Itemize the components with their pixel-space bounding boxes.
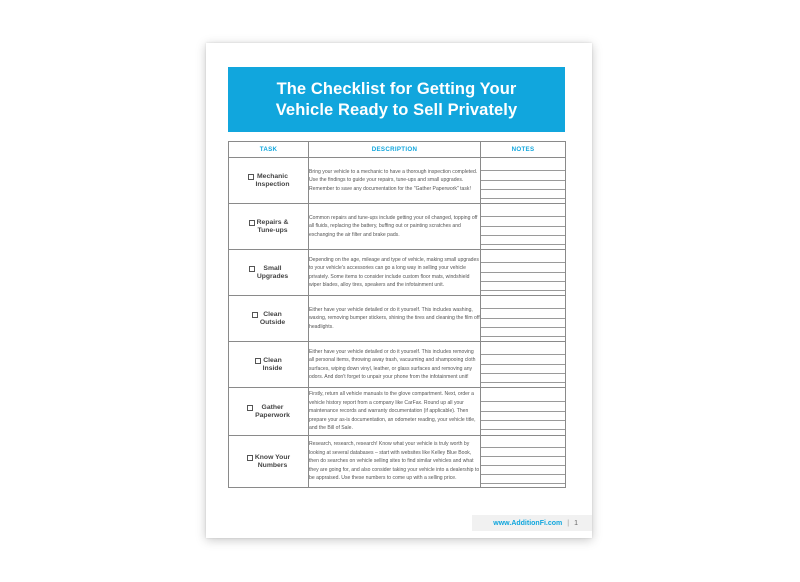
note-line bbox=[481, 355, 565, 364]
task-description: Bring your vehicle to a mechanic to have a thorough inspection completed. Use the findings to guide your repairs, tune-ups and small upgrades. Remember to save any documentation for the "Gather Paperwork" task! bbox=[309, 158, 481, 204]
task-cell bbox=[229, 158, 309, 204]
table-row bbox=[229, 436, 566, 488]
note-line bbox=[481, 412, 565, 421]
task-checkbox[interactable] bbox=[255, 358, 261, 364]
note-line bbox=[481, 208, 565, 217]
task-label-line: Paperwork bbox=[255, 411, 290, 419]
task-label-line: Numbers bbox=[257, 461, 288, 469]
task-description: Depending on the age, mileage and type of vehicle, making small upgrades to your vehicle's accessories can go a long way in selling your vehicle privately. Some items to consider include custom floor mats, windshield wiper blades, alloy tires, speakers and the infotainment unit. bbox=[309, 250, 481, 296]
task-wrapper bbox=[229, 173, 308, 189]
task-label-line: Clean bbox=[263, 310, 282, 318]
table-header-row bbox=[229, 142, 566, 158]
task-label-line: Inspection bbox=[255, 180, 290, 188]
task-checkbox[interactable] bbox=[249, 266, 255, 272]
task-cell bbox=[229, 250, 309, 296]
task-label-line: Upgrades bbox=[256, 272, 289, 280]
note-line bbox=[481, 457, 565, 466]
note-line bbox=[481, 365, 565, 374]
task-label-line: Gather bbox=[261, 403, 284, 411]
table-row bbox=[229, 250, 566, 296]
task-label bbox=[255, 454, 290, 470]
note-line bbox=[481, 263, 565, 272]
task-description: Research, research, research! Know what your vehicle is truly worth by looking at several databases – start with websites like Kelley Blue Book, then do searches on vehicle selling sites to find similar vehicles and what they are going for, and also consider taking your vehicle into a dealership to be appraised. Use these numbers to come up with a selling price. bbox=[309, 436, 481, 488]
task-wrapper bbox=[229, 311, 308, 327]
table-row bbox=[229, 342, 566, 388]
note-line bbox=[481, 300, 565, 309]
task-label-line: Know Your bbox=[254, 453, 291, 461]
title-line-1: The Checklist for Getting Your bbox=[276, 79, 517, 98]
table-body bbox=[229, 158, 566, 488]
task-label bbox=[257, 265, 288, 281]
table-row bbox=[229, 158, 566, 204]
note-line bbox=[481, 217, 565, 226]
task-wrapper bbox=[229, 454, 308, 470]
task-wrapper bbox=[229, 357, 308, 373]
checklist-table bbox=[228, 141, 566, 488]
task-label-line: Mechanic bbox=[257, 172, 288, 180]
page-footer bbox=[472, 515, 592, 531]
task-label bbox=[256, 173, 290, 189]
task-checkbox[interactable] bbox=[248, 174, 254, 180]
note-line bbox=[481, 236, 565, 245]
title-banner bbox=[228, 67, 565, 132]
note-line bbox=[481, 439, 565, 448]
task-label-line: Clean bbox=[263, 356, 282, 364]
notes-cell[interactable] bbox=[481, 204, 566, 250]
task-label-line: Repairs & bbox=[256, 218, 289, 226]
notes-cell[interactable] bbox=[481, 388, 566, 436]
note-line bbox=[481, 421, 565, 430]
task-label-line: Inside bbox=[262, 364, 283, 372]
page-number: 1 bbox=[574, 519, 578, 527]
task-cell bbox=[229, 436, 309, 488]
task-wrapper bbox=[229, 219, 308, 235]
table-row bbox=[229, 296, 566, 342]
task-description: Either have your vehicle detailed or do it yourself. This includes washing, waxing, removing bumper stickers, shining the tires and cleaning the film off headlights. bbox=[309, 296, 481, 342]
note-line bbox=[481, 393, 565, 402]
note-line bbox=[481, 328, 565, 337]
task-description: Common repairs and tune-ups include getting your oil changed, topping off all fluids, replacing the battery, buffing out or painting scratches and exchanging the air filter and brake pads. bbox=[309, 204, 481, 250]
note-line bbox=[481, 309, 565, 318]
task-cell bbox=[229, 342, 309, 388]
column-header-description: DESCRIPTION bbox=[309, 142, 481, 158]
notes-cell[interactable] bbox=[481, 296, 566, 342]
note-line bbox=[481, 282, 565, 291]
task-label bbox=[263, 357, 283, 373]
note-line bbox=[481, 475, 565, 484]
notes-cell[interactable] bbox=[481, 342, 566, 388]
task-label-line: Outside bbox=[259, 318, 286, 326]
note-line bbox=[481, 374, 565, 383]
task-checkbox[interactable] bbox=[249, 220, 255, 226]
task-description: Firstly, return all vehicle manuals to the glove compartment. Next, order a vehicle history report from a company like CarFax. Round up all your maintenance records and warranty documentation (if applicable). Then prepare your as-is documentation, an odometer reading, your vehicle title, and the Bill of Sale. bbox=[309, 388, 481, 436]
task-checkbox[interactable] bbox=[252, 312, 258, 318]
task-wrapper bbox=[229, 265, 308, 281]
note-line bbox=[481, 190, 565, 199]
note-line bbox=[481, 254, 565, 263]
task-description: Either have your vehicle detailed or do it yourself. This includes removing all personal items, throwing away trash, vacuuming and shampooing cloth surfaces, wiping down vinyl, leather, or glass surfaces and removing any odors. And don't forget to unpair your phone from the infotainment unit! bbox=[309, 342, 481, 388]
checklist-page bbox=[206, 43, 592, 538]
task-cell bbox=[229, 204, 309, 250]
note-line bbox=[481, 227, 565, 236]
note-line bbox=[481, 402, 565, 411]
task-label bbox=[255, 404, 290, 420]
note-line bbox=[481, 171, 565, 180]
task-cell bbox=[229, 296, 309, 342]
note-line bbox=[481, 466, 565, 475]
notes-cell[interactable] bbox=[481, 436, 566, 488]
column-header-notes: NOTES bbox=[481, 142, 566, 158]
table-row bbox=[229, 204, 566, 250]
footer-url-link[interactable]: www.AdditionFi.com bbox=[493, 519, 563, 527]
task-label bbox=[260, 311, 285, 327]
note-line bbox=[481, 181, 565, 190]
notes-cell[interactable] bbox=[481, 158, 566, 204]
task-label-line: Tune-ups bbox=[257, 226, 288, 234]
footer-separator: | bbox=[567, 519, 570, 527]
note-line bbox=[481, 162, 565, 171]
task-cell bbox=[229, 388, 309, 436]
note-line bbox=[481, 346, 565, 355]
note-line bbox=[481, 319, 565, 328]
notes-cell[interactable] bbox=[481, 250, 566, 296]
note-line bbox=[481, 448, 565, 457]
task-wrapper bbox=[229, 404, 308, 420]
task-checkbox[interactable] bbox=[247, 405, 253, 411]
task-label-line: Small bbox=[263, 264, 282, 272]
task-checkbox[interactable] bbox=[247, 455, 253, 461]
title-line-2: Vehicle Ready to Sell Privately bbox=[275, 100, 518, 119]
column-header-task: TASK bbox=[229, 142, 309, 158]
table-row bbox=[229, 388, 566, 436]
note-line bbox=[481, 273, 565, 282]
task-label bbox=[257, 219, 289, 235]
